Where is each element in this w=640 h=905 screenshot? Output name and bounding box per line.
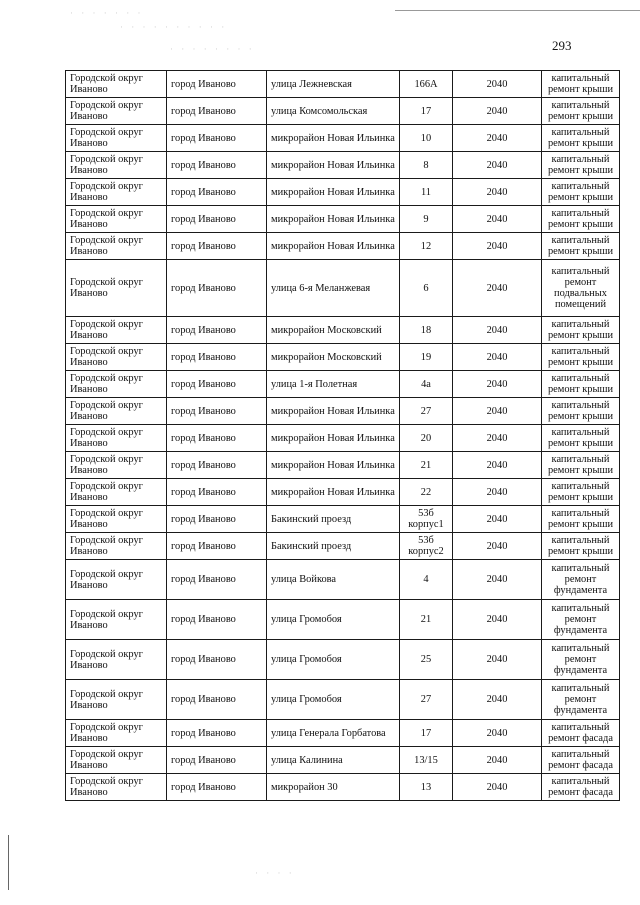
cell-work-type: капитальный ремонт крыши [542,398,620,425]
cell-district: Городской округ Иваново [66,398,167,425]
cell-house-number: 13/15 [400,747,453,774]
cell-city: город Иваново [167,317,267,344]
cell-year: 2040 [453,774,542,801]
cell-district: Городской округ Иваново [66,533,167,560]
cell-city: город Иваново [167,179,267,206]
table-row [66,344,620,371]
cell-city: город Иваново [167,479,267,506]
cell-district: Городской округ Иваново [66,479,167,506]
cell-city: город Иваново [167,71,267,98]
cell-district: Городской округ Иваново [66,506,167,533]
cell-year: 2040 [453,206,542,233]
cell-city: город Иваново [167,152,267,179]
cell-city: город Иваново [167,680,267,720]
cell-city: город Иваново [167,206,267,233]
cell-district: Городской округ Иваново [66,344,167,371]
cell-house-number: 17 [400,720,453,747]
cell-year: 2040 [453,479,542,506]
cell-work-type: капитальный ремонт фундамента [542,640,620,680]
cell-year: 2040 [453,179,542,206]
table-row [66,452,620,479]
cell-house-number: 53б корпус1 [400,506,453,533]
cell-house-number: 18 [400,317,453,344]
cell-house-number: 6 [400,260,453,317]
table-row [66,371,620,398]
cell-street: микрорайон Новая Ильинка [267,452,400,479]
cell-city: город Иваново [167,747,267,774]
cell-house-number: 19 [400,344,453,371]
cell-street: микрорайон Новая Ильинка [267,398,400,425]
cell-work-type: капитальный ремонт крыши [542,152,620,179]
cell-city: город Иваново [167,344,267,371]
table-body [66,71,620,801]
cell-house-number: 21 [400,600,453,640]
cell-district: Городской округ Иваново [66,452,167,479]
cell-district: Городской округ Иваново [66,371,167,398]
cell-district: Городской округ Иваново [66,179,167,206]
cell-work-type: капитальный ремонт крыши [542,98,620,125]
cell-district: Городской округ Иваново [66,98,167,125]
cell-year: 2040 [453,71,542,98]
table-row [66,533,620,560]
scan-noise: · · · · · · · · [170,44,255,54]
cell-city: город Иваново [167,98,267,125]
table-row [66,98,620,125]
table-row [66,720,620,747]
cell-house-number: 27 [400,398,453,425]
table-row [66,560,620,600]
cell-work-type: капитальный ремонт крыши [542,179,620,206]
cell-street: улица Комсомольская [267,98,400,125]
cell-year: 2040 [453,452,542,479]
cell-district: Городской округ Иваново [66,560,167,600]
cell-work-type: капитальный ремонт крыши [542,479,620,506]
cell-house-number: 11 [400,179,453,206]
cell-year: 2040 [453,344,542,371]
cell-city: город Иваново [167,260,267,317]
table-row [66,425,620,452]
cell-house-number: 20 [400,425,453,452]
cell-year: 2040 [453,233,542,260]
table-row [66,680,620,720]
cell-district: Городской округ Иваново [66,206,167,233]
cell-city: город Иваново [167,452,267,479]
page-number: 293 [552,38,572,53]
cell-city: город Иваново [167,233,267,260]
cell-work-type: капитальный ремонт фундамента [542,600,620,640]
cell-house-number: 4 [400,560,453,600]
cell-district: Городской округ Иваново [66,680,167,720]
cell-district: Городской округ Иваново [66,233,167,260]
cell-street: микрорайон 30 [267,774,400,801]
table-row [66,71,620,98]
cell-district: Городской округ Иваново [66,774,167,801]
cell-city: город Иваново [167,640,267,680]
cell-work-type: капитальный ремонт крыши [542,125,620,152]
cell-district: Городской округ Иваново [66,425,167,452]
cell-district: Городской округ Иваново [66,640,167,680]
scan-noise: · · · · · · · [70,8,144,18]
cell-district: Городской округ Иваново [66,71,167,98]
cell-work-type: капитальный ремонт крыши [542,506,620,533]
scan-noise: · · · · [255,868,295,878]
cell-work-type: капитальный ремонт крыши [542,371,620,398]
cell-year: 2040 [453,125,542,152]
cell-house-number: 8 [400,152,453,179]
cell-city: город Иваново [167,533,267,560]
cell-district: Городской округ Иваново [66,747,167,774]
cell-year: 2040 [453,98,542,125]
table-row [66,125,620,152]
table-row [66,640,620,680]
cell-year: 2040 [453,680,542,720]
cell-work-type: капитальный ремонт крыши [542,452,620,479]
table-row [66,233,620,260]
cell-city: город Иваново [167,125,267,152]
cell-street: микрорайон Московский [267,317,400,344]
cell-street: улица Калинина [267,747,400,774]
cell-work-type: капитальный ремонт фасада [542,774,620,801]
table-row [66,506,620,533]
cell-city: город Иваново [167,560,267,600]
cell-year: 2040 [453,398,542,425]
cell-city: город Иваново [167,774,267,801]
cell-year: 2040 [453,506,542,533]
cell-house-number: 25 [400,640,453,680]
cell-district: Городской округ Иваново [66,152,167,179]
table-row [66,317,620,344]
cell-year: 2040 [453,600,542,640]
cell-house-number: 13 [400,774,453,801]
table-row [66,747,620,774]
cell-street: микрорайон Новая Ильинка [267,179,400,206]
cell-work-type: капитальный ремонт крыши [542,344,620,371]
cell-house-number: 53б корпус2 [400,533,453,560]
cell-street: улица Громобоя [267,640,400,680]
cell-year: 2040 [453,152,542,179]
cell-street: микрорайон Новая Ильинка [267,206,400,233]
cell-house-number: 9 [400,206,453,233]
cell-city: город Иваново [167,600,267,640]
cell-street: микрорайон Новая Ильинка [267,479,400,506]
table-row [66,479,620,506]
cell-house-number: 4а [400,371,453,398]
table-row [66,206,620,233]
cell-street: микрорайон Новая Ильинка [267,233,400,260]
cell-district: Городской округ Иваново [66,720,167,747]
cell-work-type: капитальный ремонт фундамента [542,680,620,720]
cell-city: город Иваново [167,425,267,452]
cell-city: город Иваново [167,720,267,747]
table-row [66,152,620,179]
cell-year: 2040 [453,747,542,774]
cell-work-type: капитальный ремонт фасада [542,747,620,774]
cell-street: улица Громобоя [267,600,400,640]
cell-work-type: капитальный ремонт крыши [542,71,620,98]
table-row [66,774,620,801]
cell-street: улица Громобоя [267,680,400,720]
cell-street: улица 6-я Меланжевая [267,260,400,317]
cell-house-number: 12 [400,233,453,260]
table-row [66,600,620,640]
cell-year: 2040 [453,720,542,747]
margin-mark [8,835,9,890]
cell-work-type: капитальный ремонт подвальных помещений [542,260,620,317]
cell-work-type: капитальный ремонт фасада [542,720,620,747]
cell-city: город Иваново [167,371,267,398]
cell-street: Бакинский проезд [267,533,400,560]
table-row [66,398,620,425]
cell-street: улица Генерала Горбатова [267,720,400,747]
table-row [66,179,620,206]
cell-street: улица Лежневская [267,71,400,98]
cell-work-type: капитальный ремонт крыши [542,533,620,560]
cell-work-type: капитальный ремонт крыши [542,233,620,260]
cell-year: 2040 [453,371,542,398]
cell-year: 2040 [453,260,542,317]
top-rule [395,10,640,11]
table-row [66,260,620,317]
cell-street: улица 1-я Полетная [267,371,400,398]
cell-city: город Иваново [167,398,267,425]
cell-district: Городской округ Иваново [66,125,167,152]
cell-street: микрорайон Новая Ильинка [267,152,400,179]
cell-year: 2040 [453,317,542,344]
cell-street: микрорайон Новая Ильинка [267,425,400,452]
cell-house-number: 27 [400,680,453,720]
cell-year: 2040 [453,533,542,560]
cell-street: микрорайон Московский [267,344,400,371]
cell-house-number: 21 [400,452,453,479]
cell-year: 2040 [453,425,542,452]
cell-year: 2040 [453,640,542,680]
cell-house-number: 10 [400,125,453,152]
cell-street: микрорайон Новая Ильинка [267,125,400,152]
cell-house-number: 166А [400,71,453,98]
repair-schedule-table [65,70,620,801]
cell-work-type: капитальный ремонт крыши [542,317,620,344]
cell-street: Бакинский проезд [267,506,400,533]
cell-work-type: капитальный ремонт фундамента [542,560,620,600]
cell-house-number: 22 [400,479,453,506]
cell-city: город Иваново [167,506,267,533]
scan-noise: · · · · · · · · · · [120,22,228,32]
cell-district: Городской округ Иваново [66,600,167,640]
cell-district: Городской округ Иваново [66,317,167,344]
cell-work-type: капитальный ремонт крыши [542,425,620,452]
cell-year: 2040 [453,560,542,600]
cell-district: Городской округ Иваново [66,260,167,317]
cell-street: улица Войкова [267,560,400,600]
cell-work-type: капитальный ремонт крыши [542,206,620,233]
cell-house-number: 17 [400,98,453,125]
